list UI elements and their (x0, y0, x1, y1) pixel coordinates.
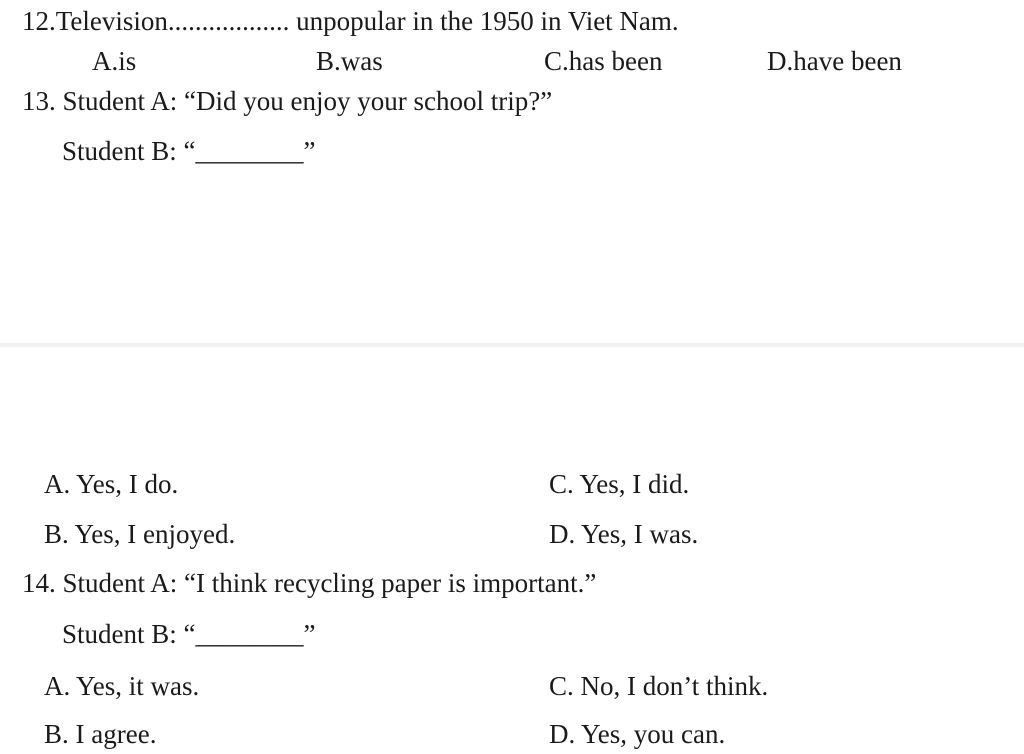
question-14-option-b: B. I agree. (44, 719, 157, 749)
question-13-option-d: D. Yes, I was. (549, 519, 699, 549)
question-12-stem: 12.Television.................. unpopular in the 1950 in Viet Nam. (22, 6, 679, 36)
section-divider (0, 343, 1024, 347)
student-b-label: Student B: “ (62, 619, 196, 649)
question-13-option-a: A. Yes, I do. (44, 469, 179, 499)
question-14-student-a: 14. Student A: “I think recycling paper is important.” (22, 568, 597, 598)
question-14-student-b (62, 621, 315, 648)
answer-blank: ________ (195, 136, 304, 166)
question-13-option-b: B. Yes, I enjoyed. (44, 519, 236, 549)
question-14-option-c: C. No, I don’t think. (549, 671, 769, 701)
question-14-option-d: D. Yes, you can. (549, 719, 726, 749)
question-12-option-d: D.have been (767, 46, 902, 76)
answer-blank: ________ (195, 619, 304, 649)
closing-quote: ” (303, 136, 316, 166)
question-13-student-b (62, 138, 315, 165)
question-14-option-a: A. Yes, it was. (44, 671, 200, 701)
question-13-option-c: C. Yes, I did. (549, 469, 690, 499)
question-13-student-a: 13. Student A: “Did you enjoy your school trip?” (22, 86, 553, 116)
closing-quote: ” (303, 619, 316, 649)
question-12-option-b: B.was (316, 46, 383, 76)
question-12-option-a: A.is (92, 46, 137, 76)
question-12-option-c: C.has been (544, 46, 663, 76)
student-b-label: Student B: “ (62, 136, 196, 166)
